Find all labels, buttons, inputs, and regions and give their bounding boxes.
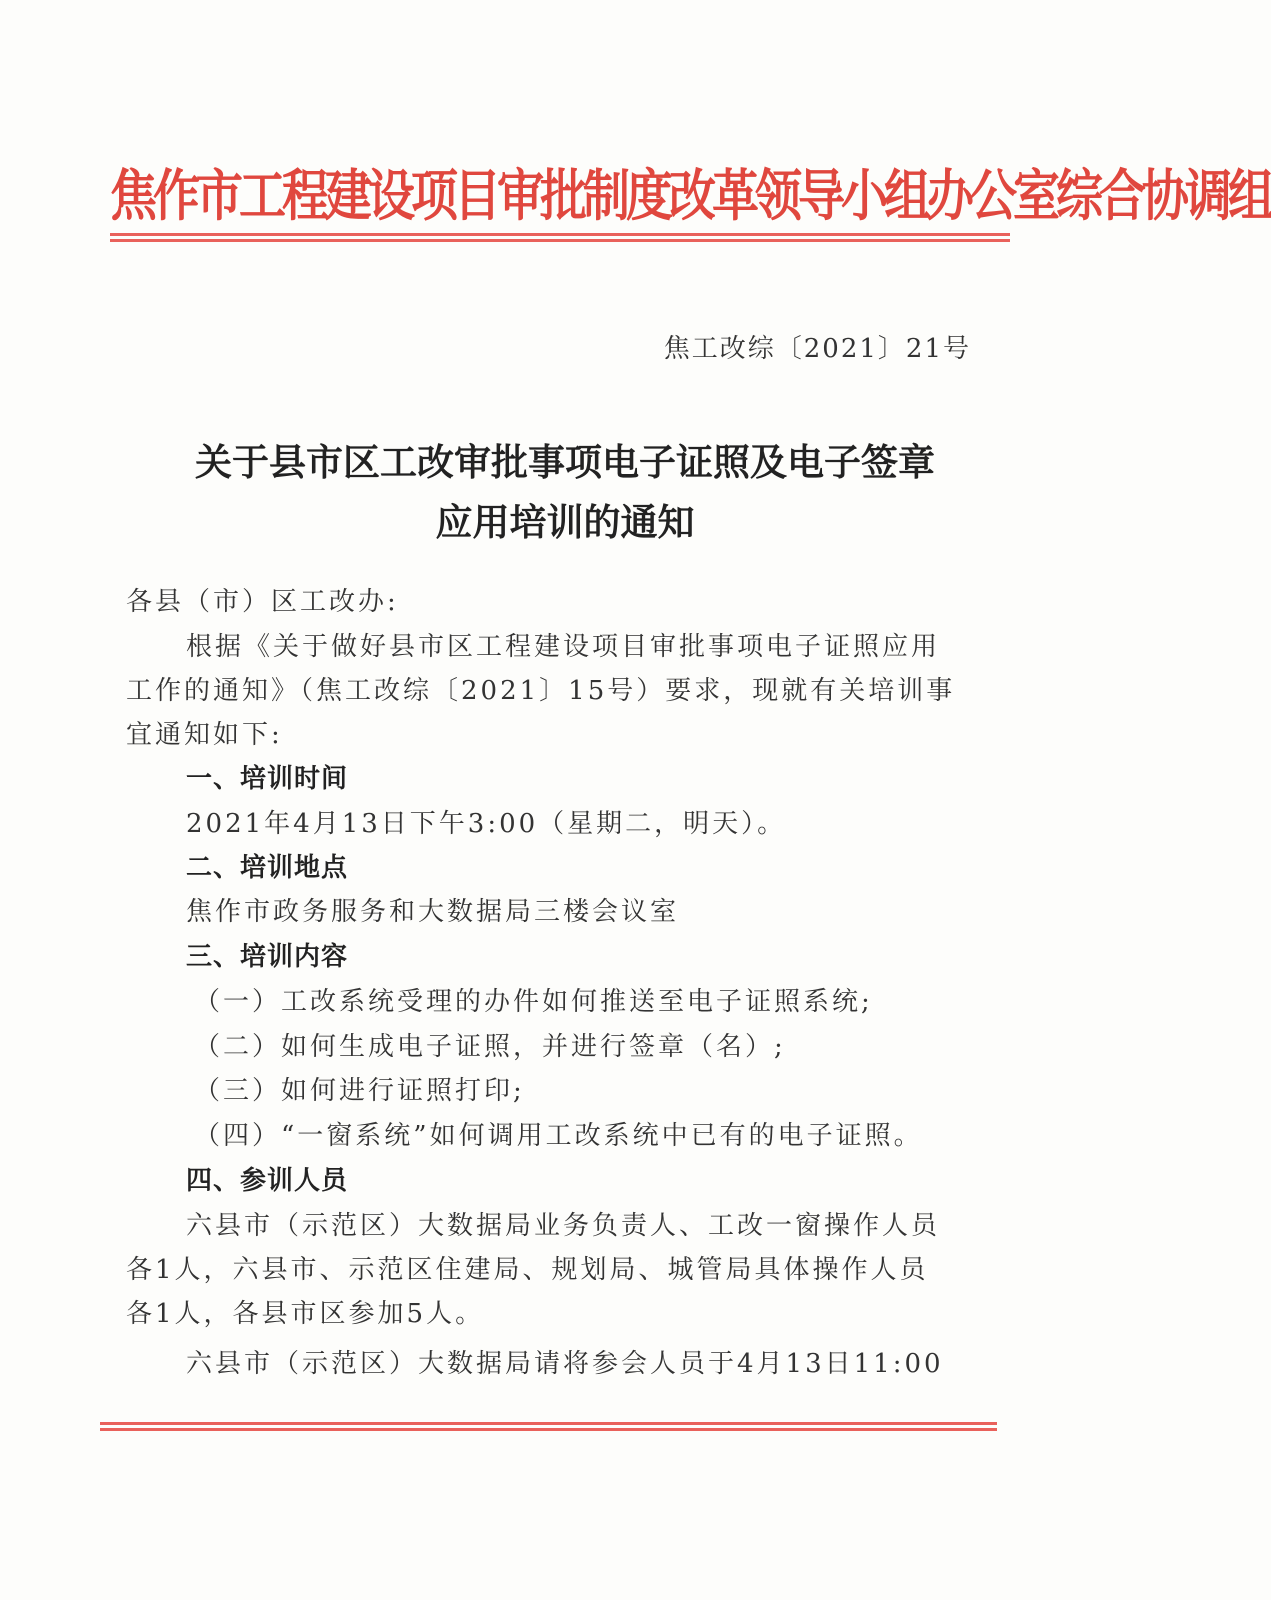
content-item-1: （一）工改系统受理的办件如何推送至电子证照系统;	[194, 987, 873, 1017]
header-red-rule-top	[110, 233, 1010, 236]
intro-line-2: 工作的通知》（焦工改综〔2021〕15号）要求，现就有关培训事	[126, 676, 956, 706]
section-heading-time: 一、培训时间	[186, 764, 349, 794]
salutation: 各县（市）区工改办:	[126, 587, 399, 617]
section-heading-people: 四、参训人员	[186, 1166, 349, 1196]
people-paragraph-line-3: 各1人，各县市区参加5人。	[126, 1299, 485, 1329]
footer-red-rule-top	[100, 1422, 997, 1425]
footer-red-rule-bottom	[100, 1428, 997, 1431]
issuing-organization-title: 焦作市工程建设项目审批制度改革领导小组办公室综合协调组	[110, 164, 1271, 230]
content-item-4: （四）“一窗系统”如何调用工改系统中已有的电子证照。	[194, 1121, 923, 1151]
notice-title-line-2: 应用培训的通知	[435, 500, 695, 544]
content-item-2: （二）如何生成电子证照，并进行签章（名）;	[194, 1032, 786, 1062]
section-heading-content: 三、培训内容	[186, 942, 349, 972]
training-place-text: 焦作市政务服务和大数据局三楼会议室	[186, 897, 680, 927]
header-red-rule-bottom	[110, 239, 1010, 242]
intro-line-3: 宜通知如下:	[126, 720, 283, 750]
intro-line-1: 根据《关于做好县市区工程建设项目审批事项电子证照应用	[186, 632, 941, 662]
content-item-3: （三）如何进行证照打印;	[194, 1076, 525, 1106]
notice-title	[100, 432, 1030, 552]
people-paragraph-line-1: 六县市（示范区）大数据局业务负责人、工改一窗操作人员	[186, 1211, 941, 1241]
section-heading-place: 二、培训地点	[186, 853, 349, 883]
document-number: 焦工改综〔2021〕21号	[663, 334, 971, 364]
people-paragraph-line-2: 各1人，六县市、示范区住建局、规划局、城管局具体操作人员	[126, 1255, 929, 1285]
submission-paragraph-line-1: 六县市（示范区）大数据局请将参会人员于4月13日11:00	[186, 1349, 944, 1379]
notice-title-line-1: 关于县市区工改审批事项电子证照及电子签章	[195, 440, 935, 484]
training-time-text: 2021年4月13日下午3:00（星期二，明天）。	[186, 809, 787, 839]
